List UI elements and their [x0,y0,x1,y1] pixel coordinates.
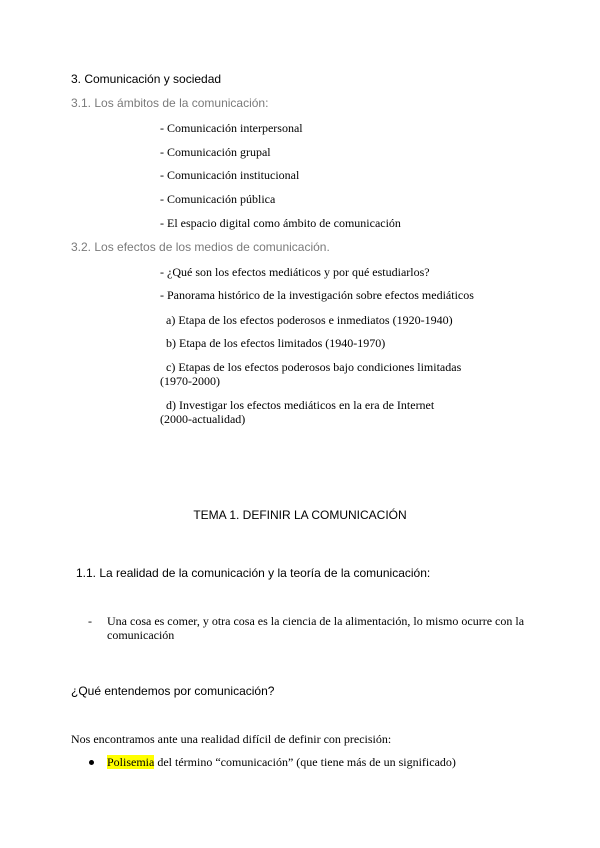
question-heading: ¿Qué entendemos por comunicación? [71,684,275,698]
list-item: - Comunicación grupal [160,145,271,159]
bullet-icon [89,760,94,765]
stage-item: a) Etapa de los efectos poderosos e inmediatos (1920-1940) [160,313,453,327]
subheading-3-1: 3.1. Los ámbitos de la comunicación: [71,96,269,110]
list-item: - Comunicación institucional [160,168,300,182]
page-title: TEMA 1. DEFINIR LA COMUNICACIÓN [193,508,407,522]
subheading-3-2: 3.2. Los efectos de los medios de comunicación. [71,240,330,254]
dash-marker: - [88,614,92,628]
list-item: - Comunicación pública [160,192,276,206]
list-item: - Panorama histórico de la investigación sobre efectos mediáticos [160,288,474,302]
dash-item-text: Una cosa es comer, y otra cosa es la ciencia de la alimentación, lo mismo ocurre con la comunicación [107,614,525,642]
stage-item: d) Investigar los efectos mediáticos en la era de Internet (2000-actualidad) [160,398,438,426]
bullet-item-text: del término “comunicación” (que tiene más de un significado) [154,755,456,769]
stage-item: c) Etapas de los efectos poderosos bajo condiciones limitadas (1970-2000) [160,360,465,388]
section-3-heading: 3. Comunicación y sociedad [71,72,222,86]
list-item: - El espacio digital como ámbito de comunicación [160,216,401,230]
stage-item: b) Etapa de los efectos limitados (1940-1970) [160,336,386,350]
list-item: - ¿Qué son los efectos mediáticos y por qué estudiarlos? [160,265,430,279]
bullet-item [107,755,456,770]
list-item: - Comunicación interpersonal [160,121,303,135]
highlighted-term: Polisemia [107,755,155,769]
intro-paragraph: Nos encontramos ante una realidad difícil de definir con precisión: [71,732,392,746]
subheading-1-1: 1.1. La realidad de la comunicación y la teoría de la comunicación: [76,566,431,580]
